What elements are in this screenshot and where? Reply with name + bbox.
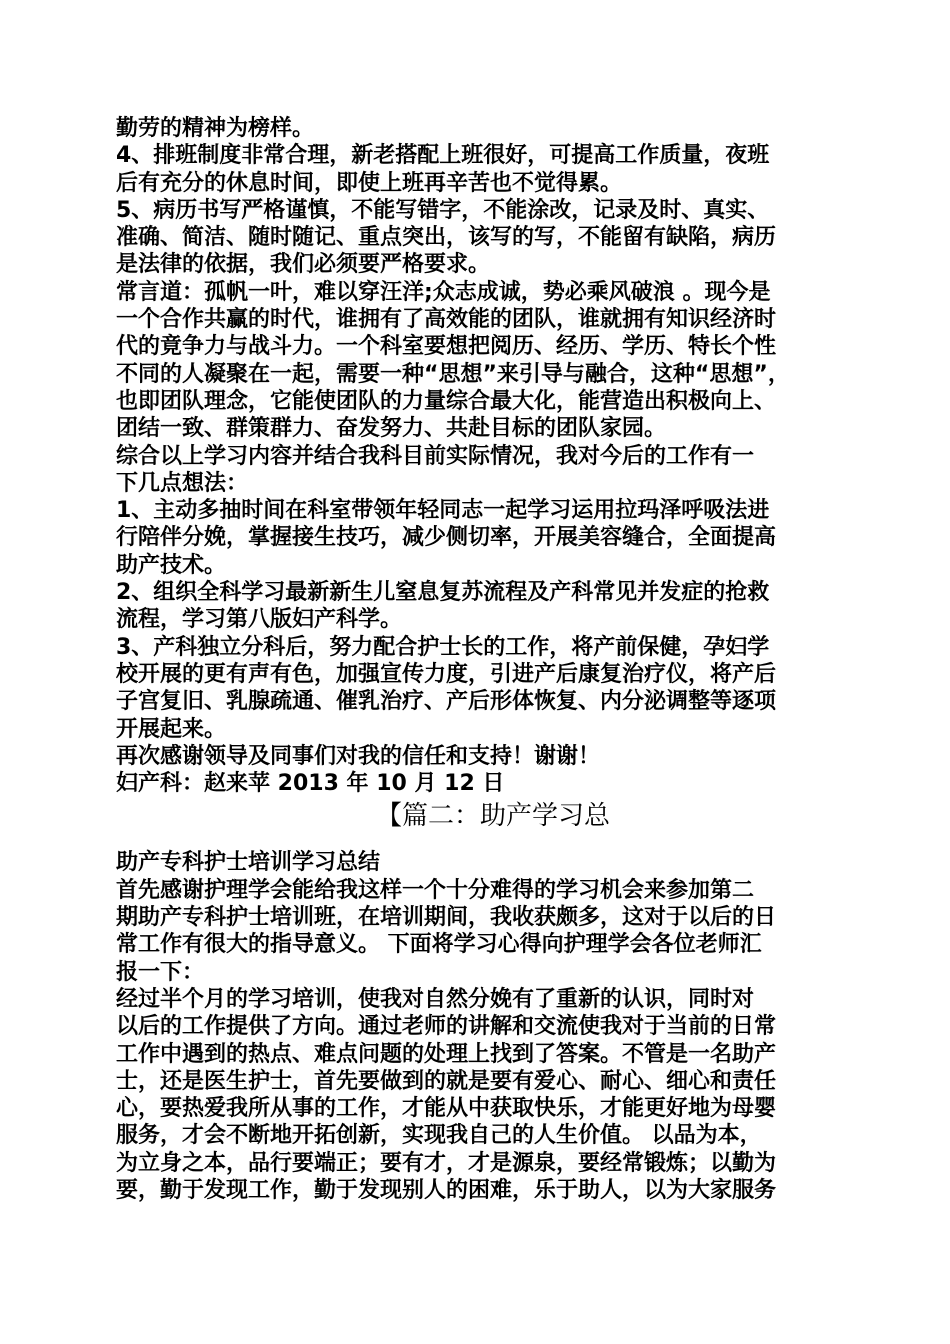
text-line: 代的竟争力与战斗力。一个科室要想把阅历、经历、学历、特长个性 [116, 334, 777, 360]
section-two-text [116, 849, 840, 1204]
text-line: 常言道：孤帆一叶，难以穿汪洋;众志成诚，势必乘风破浪 。现今是 [116, 279, 771, 305]
heading-spacer [116, 835, 840, 849]
text-line: 报一下： [116, 959, 205, 985]
text-line: 要，勤于发现工作，勤于发现别人的困难，乐于助人，以为大家服务 [116, 1177, 777, 1203]
text-line: 行陪伴分娩，掌握接生技巧，减少侧切率，开展美容缝合，全面提高 [116, 525, 777, 551]
text-line: 1、主动多抽时间在科室带领年轻同志一起学习运用拉玛泽呼吸法进 [116, 498, 770, 524]
text-line: 勤劳的精神为榜样。 [116, 116, 315, 141]
text-line: 后有充分的休息时间，即使上班再辛苦也不觉得累。 [116, 170, 623, 196]
text-line: 准确、简洁、随时随记、重点突出，该写的写，不能留有缺陷，病历 [116, 225, 777, 251]
text-line: 再次感谢领导及同事们对我的信任和支持！谢谢！ [116, 743, 601, 769]
text-line: 下几点想法： [116, 470, 249, 496]
text-line: 一个合作共赢的时代，谁拥有了高效能的团队，谁就拥有知识经济时 [116, 307, 777, 333]
text-line: 心，要热爱我所从事的工作，才能从中获取快乐，才能更好地为母婴 [116, 1096, 777, 1122]
text-line: 妇产科：赵来苹 2013 年 10 月 12 日 [116, 771, 505, 797]
section-one-text [116, 115, 840, 797]
text-line: 校开展的更有声有色，加强宣传力度，引进产后康复治疗仪，将产后 [116, 661, 777, 687]
text-line: 3、产科独立分科后，努力配合护士长的工作，将产前保健，孕妇学 [116, 634, 770, 660]
text-line: 工作中遇到的热点、难点问题的处理上找到了答案。不管是一名助产 [116, 1041, 777, 1067]
text-line: 4、排班制度非常合理，新老搭配上班很好，可提高工作质量，夜班 [116, 143, 770, 169]
section-two-heading: 【篇二：助产学习总 [375, 801, 610, 832]
text-line: 以后的工作提供了方向。通过老师的讲解和交流使我对于当前的日常 [116, 1014, 777, 1040]
text-line: 综合以上学习内容并结合我科目前实际情况，我对今后的工作有一 [116, 443, 755, 469]
text-line: 期助产专科护士培训班，在培训期间，我收获颇多，这对于以后的日 [116, 905, 777, 931]
document-body [116, 115, 840, 1204]
text-line: 士，还是医生护士，首先要做到的就是要有爱心、耐心、细心和责任 [116, 1068, 777, 1094]
text-line: 服务，才会不断地开拓创新，实现我自己的人生价值。 以品为本， [116, 1123, 762, 1149]
text-line: 也即团队理念，它能使团队的力量综合最大化，能营造出积极向上、 [116, 388, 777, 414]
text-line: 是法律的依据，我们必须要严格要求。 [116, 252, 491, 278]
text-line: 不同的人凝聚在一起，需要一种“思想”来引导与融合，这种“思想”， [116, 361, 790, 387]
text-line: 首先感谢护理学会能给我这样一个十分难得的学习机会来参加第二 [116, 877, 755, 903]
text-line: 助产技术。 [116, 552, 227, 578]
text-line: 5、病历书写严格谨慎，不能写错字，不能涂改，记录及时、真实、 [116, 197, 770, 223]
text-line: 经过半个月的学习培训，使我对自然分娩有了重新的认识，同时对 [116, 986, 755, 1012]
text-line: 为立身之本，品行要端正；要有才，才是源泉，要经常锻炼；以勤为 [116, 1150, 777, 1176]
text-line: 团结一致、群策群力、奋发努力、共赴目标的团队家园。 [116, 416, 667, 442]
text-line: 子宫复旧、乳腺疏通、催乳治疗、产后形体恢复、内分泌调整等逐项 [116, 689, 777, 715]
text-line: 常工作有很大的指导意义。 下面将学习心得向护理学会各位老师汇 [116, 932, 762, 958]
text-line: 流程，学习第八版妇产科学。 [116, 607, 403, 633]
text-line: 2、组织全科学习最新新生儿窒息复苏流程及产科常见并发症的抢救 [116, 580, 770, 606]
text-line: 开展起来。 [116, 716, 227, 742]
text-line: 助产专科护士培训学习总结 [116, 850, 381, 876]
